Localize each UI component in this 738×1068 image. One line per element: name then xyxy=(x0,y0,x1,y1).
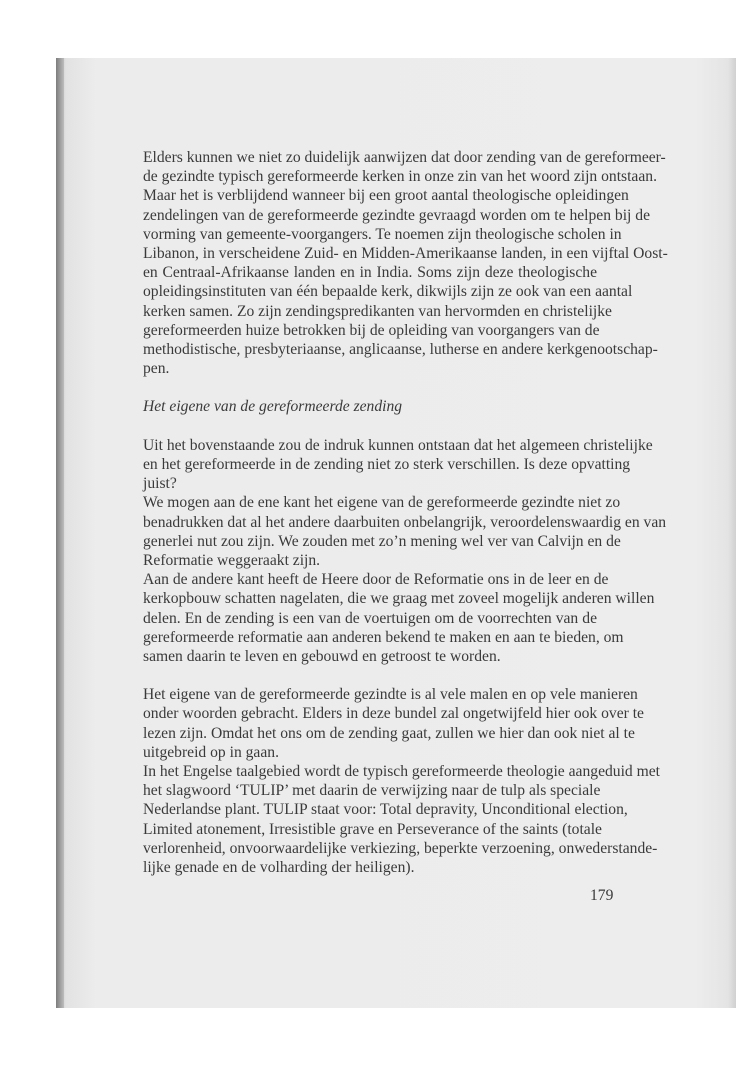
text-line: het slagwoord ‘TULIP’ met daarin de verwijzing naar de tulp als speciale xyxy=(143,782,601,800)
text-line: methodistische, presbyteriaanse, anglicaanse, lutherse en andere kerkgenootschap- xyxy=(143,340,658,358)
text-line: lezen zijn. Omdat het ons om de zending gaat, zullen we hier dan ook niet al te xyxy=(143,724,635,742)
text-line: Het eigene van de gereformeerde gezindte is al vele malen en op vele manieren xyxy=(143,686,638,704)
text-line: delen. En de zending is een van de voertuigen om de voorrechten van de xyxy=(143,609,597,627)
text-line: de gezindte typisch gereformeerde kerken in onze zin van het woord zijn ontstaan. xyxy=(143,168,657,186)
text-line: zendelingen van de gereformeerde gezindte gevraagd worden om te helpen bij de xyxy=(143,206,651,224)
text-line: Elders kunnen we niet zo duidelijk aanwijzen dat door zending van de gereformeer- xyxy=(143,149,666,166)
body-text xyxy=(143,148,668,877)
text-line: kerken samen. Zo zijn zendingspredikanten van hervormden en christelijke xyxy=(143,302,612,320)
text-line: Aan de andere kant heeft de Heere door de Reformatie ons in de leer en de xyxy=(143,571,609,589)
text-line: lijke genade en de volharding der heiligen). xyxy=(143,858,415,876)
text-line: opleidingsinstituten van één bepaalde kerk, dikwijls zijn ze ook van een aantal xyxy=(143,283,633,301)
text-line: Reformatie weggeraakt zijn. xyxy=(143,551,321,569)
page-number: 179 xyxy=(590,887,614,904)
text-line: gereformeerden huize betrokken bij de opleiding van voorgangers van de xyxy=(143,321,600,339)
paragraph xyxy=(143,493,667,570)
paragraph xyxy=(143,685,644,762)
text-line: onder woorden gebracht. Elders in deze bundel zal ongetwijfeld hier ook over te xyxy=(143,705,644,723)
text-line: pen. xyxy=(143,360,170,378)
text-line: In het Engelse taalgebied wordt de typisch gereformeerde theologie aangeduid met xyxy=(143,763,660,780)
text-line: Limited atonement, Irresistible grave en Perseverance of the saints (totale xyxy=(143,820,602,838)
section-heading: Het eigene van de gereformeerde zending xyxy=(143,398,403,416)
text-line: benadrukken dat al het andere daarbuiten onbelangrijk, veroordelenswaardig en van xyxy=(143,513,667,531)
spacer xyxy=(143,417,597,436)
text-line: en het gereformeerde in de zending niet zo sterk verschillen. Is deze opvatting xyxy=(143,456,631,473)
text-line: gereformeerde reformatie aan anderen bekend te maken en aan te bieden, om xyxy=(143,628,624,646)
text-line: kerkopbouw schatten nagelaten, die we graag met zoveel mogelijk anderen willen xyxy=(143,590,655,608)
text-line: generlei nut zou zijn. We zouden met zo’n mening wel ver van Calvijn en de xyxy=(143,532,621,550)
text-line: samen daarin te leven en gebouwd en getroost te worden. xyxy=(143,647,501,665)
text-line: Uit het bovenstaande zou de indruk kunnen ontstaan dat het algemeen christelijke xyxy=(143,436,653,454)
text-line: Nederlandse plant. TULIP staat voor: Total depravity, Unconditional election, xyxy=(143,801,628,819)
text-line: Libanon, in verscheidene Zuid- en Midden-Amerikaanse landen, in een vijftal Oost- xyxy=(143,244,668,262)
page-spine-shadow xyxy=(56,58,64,1008)
text-line: juist? xyxy=(143,475,177,493)
text-line: We mogen aan de ene kant het eigene van de gereformeerde gezindte niet zo xyxy=(143,494,621,512)
text-line: Maar het is verblijdend wanneer bij een groot aantal theologische opleidingen xyxy=(143,187,629,205)
text-line: verlorenheid, onvoorwaardelijke verkiezing, beperkte verzoening, onwederstande- xyxy=(143,839,658,857)
paragraph xyxy=(143,436,653,494)
paragraph xyxy=(143,148,668,378)
text-line: uitgebreid op in gaan. xyxy=(143,743,279,761)
spacer xyxy=(143,378,597,397)
spacer xyxy=(143,666,597,685)
text-line: en Centraal-Afrikaanse landen en in India. Soms zijn deze theologische xyxy=(143,264,597,282)
text-line: vorming van gemeente-voorgangers. Te noemen zijn theologische scholen in xyxy=(143,225,622,243)
paragraph xyxy=(143,570,655,666)
paragraph xyxy=(143,762,660,877)
